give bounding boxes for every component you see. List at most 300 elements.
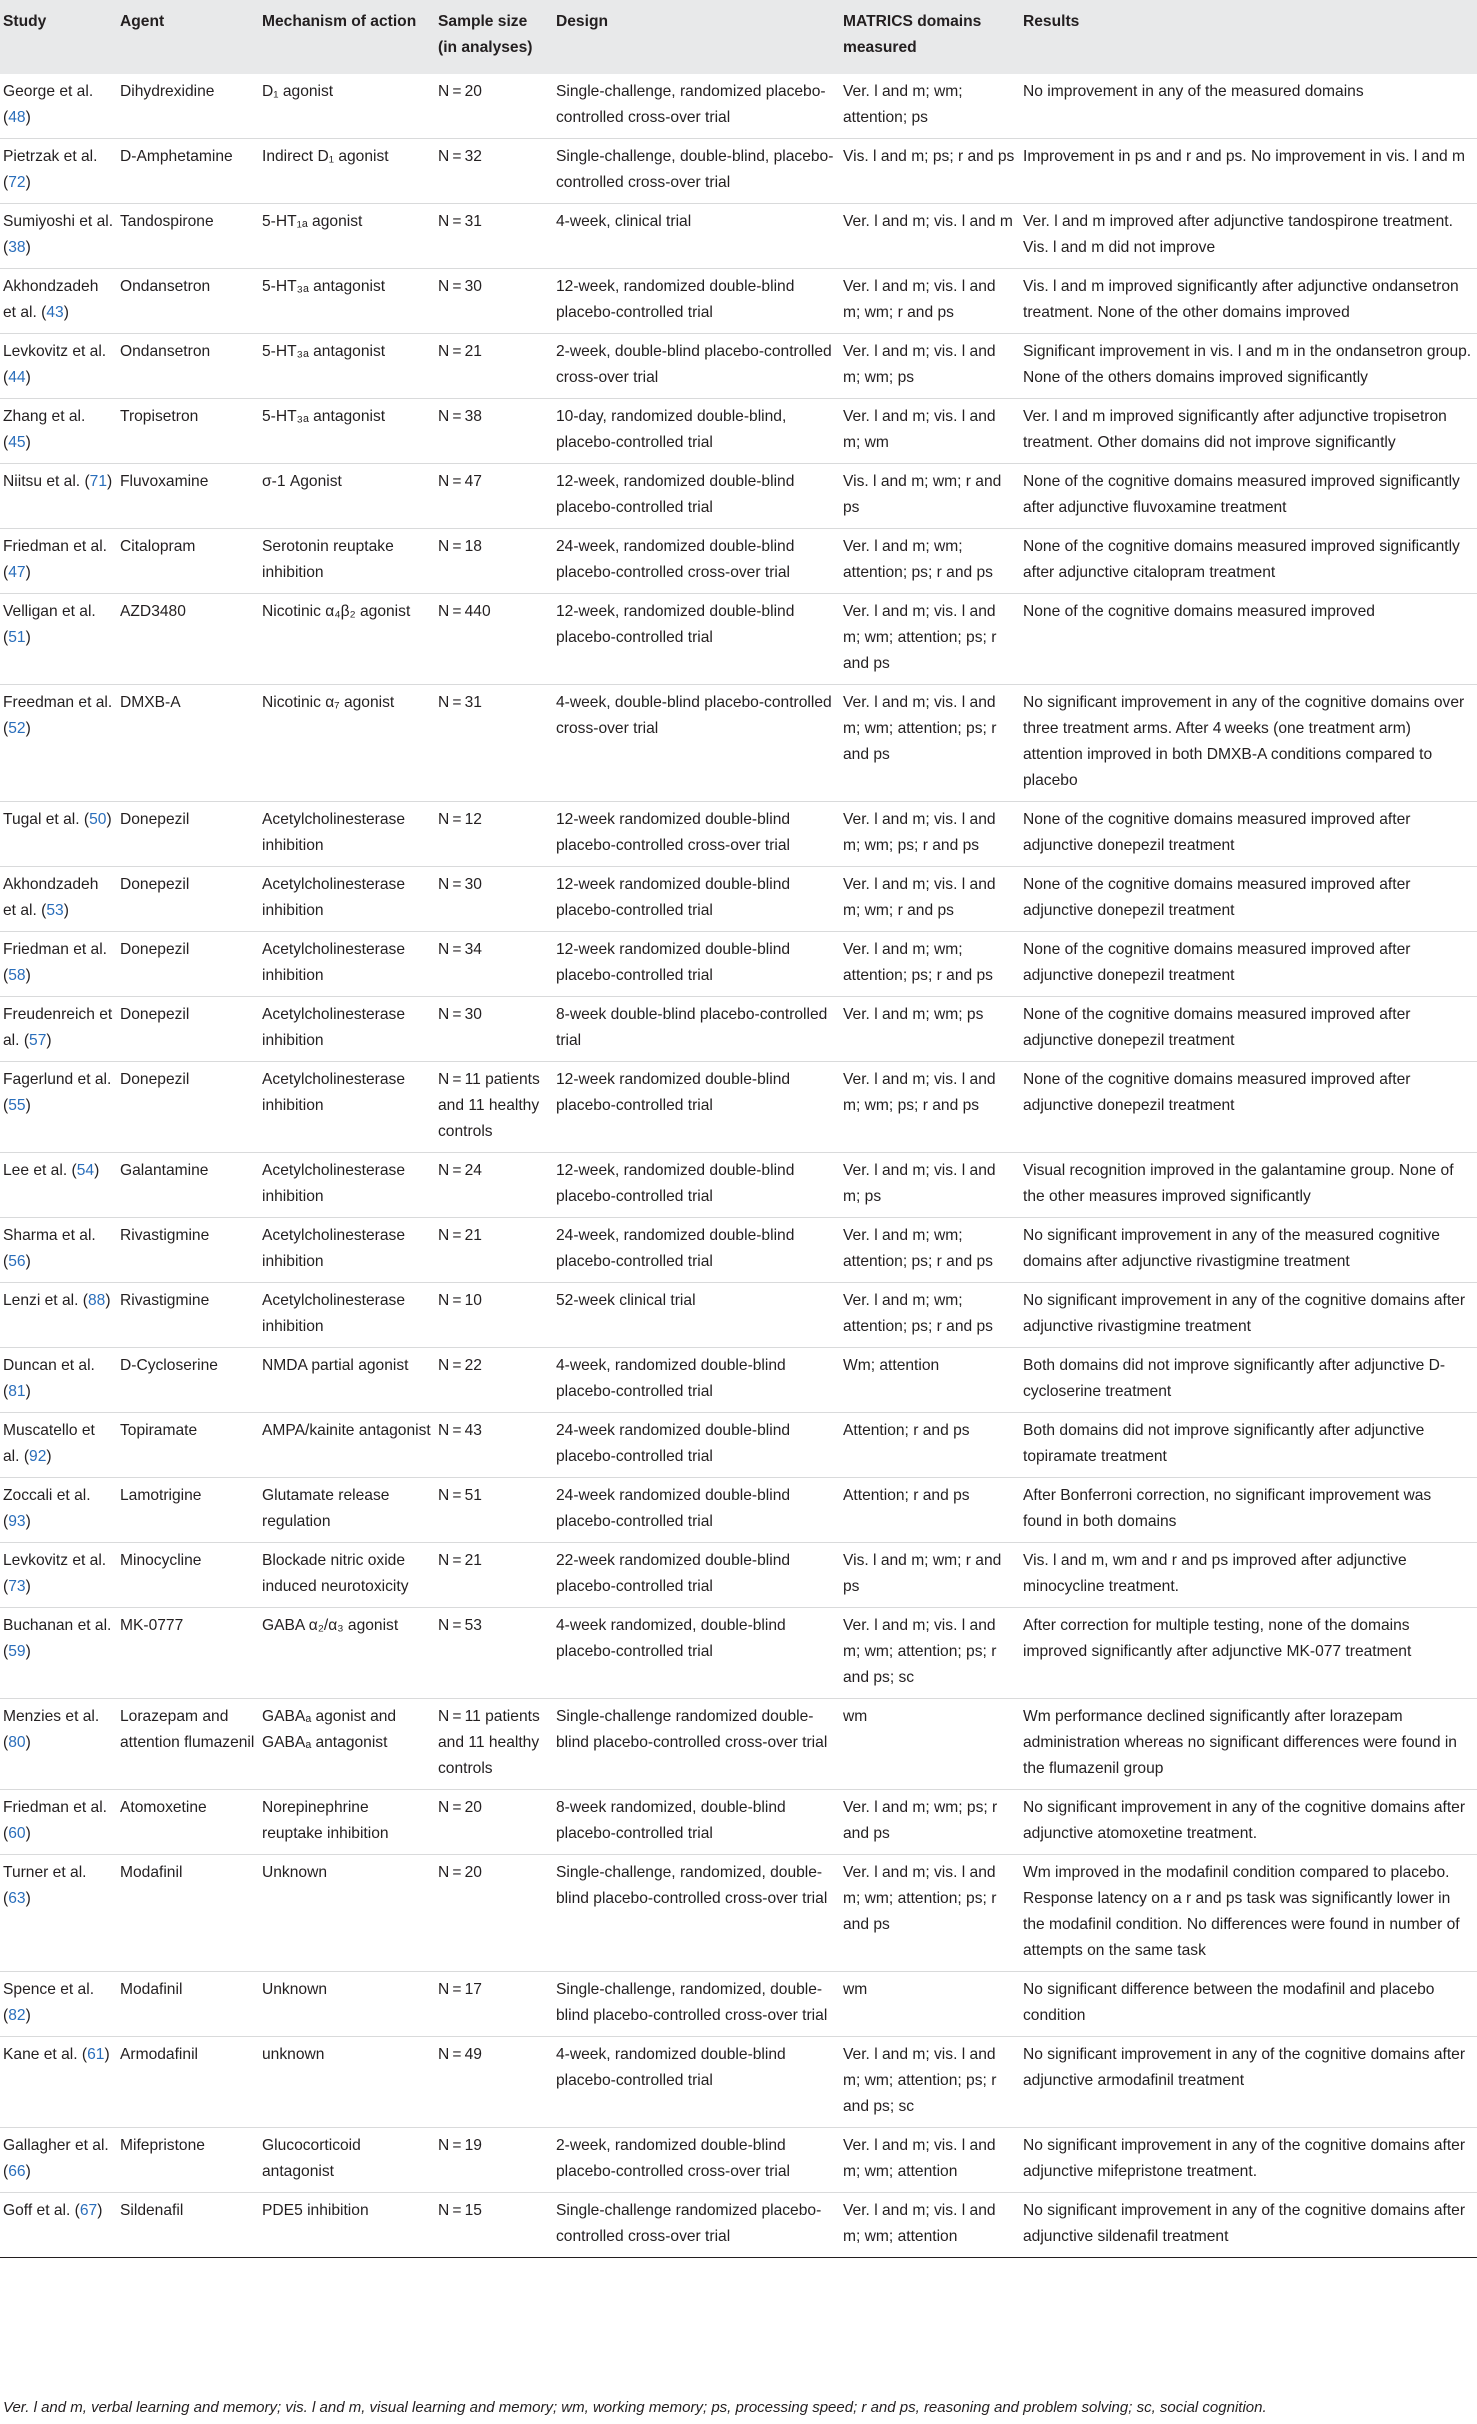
cell-sample-size: N = 15 [435,2193,553,2258]
cell-mechanism: GABAₐ agonist and GABAₐ antagonist [259,1699,435,1790]
reference-link[interactable]: 45 [8,434,26,451]
table-row [0,1218,1477,1283]
cell-study: Friedman et al. (47) [0,529,117,594]
cell-study: Lee et al. (54) [0,1153,117,1218]
study-author: Muscatello et al. [3,1422,95,1465]
cell-agent: Mifepristone [117,2128,259,2193]
cell-agent: Lorazepam and attention flumazenil [117,1699,259,1790]
study-author: Goff et al. [3,2202,71,2219]
cell-results: No significant improvement in any of the cognitive domains after adjunctive mifepristone treatment. [1020,2128,1477,2193]
cell-mechanism: 5-HT₁ₐ agonist [259,204,435,269]
reference-link[interactable]: 60 [8,1825,26,1842]
cell-design: 4-week, randomized double-blind placebo-controlled trial [553,2037,840,2128]
cell-results: No significant improvement in any of the cognitive domains after adjunctive rivastigmine treatment [1020,1283,1477,1348]
table-row [0,399,1477,464]
cell-results: None of the cognitive domains measured improved after adjunctive donepezil treatment [1020,802,1477,867]
cell-domains: Ver. l and m; vis. l and m; wm [840,399,1020,464]
cell-agent: Tropisetron [117,399,259,464]
cell-agent: Rivastigmine [117,1283,259,1348]
table-header [0,0,1477,74]
cell-study: Sumiyoshi et al. (38) [0,204,117,269]
cell-mechanism: PDE5 inhibition [259,2193,435,2258]
cell-design: 12-week randomized double-blind placebo-controlled trial [553,932,840,997]
study-author: Freedman et al. [3,694,113,711]
table-row [0,1348,1477,1413]
cell-design: Single-challenge randomized double-blind placebo-controlled cross-over trial [553,1699,840,1790]
cell-design: 24-week randomized double-blind placebo-controlled trial [553,1478,840,1543]
cell-results: No significant improvement in any of the cognitive domains over three treatment arms. After 4 weeks (one treatment arm) attention improved in both DMXB-A conditions compared to placebo [1020,685,1477,802]
cell-design: Single-challenge, double-blind, placebo-controlled cross-over trial [553,139,840,204]
reference-link[interactable]: 56 [8,1253,26,1270]
study-author: Sharma et al. [3,1227,96,1244]
cell-sample-size: N = 31 [435,685,553,802]
cell-design: 10-day, randomized double-blind, placebo-controlled trial [553,399,840,464]
study-author: Akhondzadeh et al. [3,278,99,321]
cell-domains: Vis. l and m; wm; r and ps [840,1543,1020,1608]
cell-agent: Dihydrexidine [117,74,259,139]
reference-link[interactable]: 57 [29,1032,47,1049]
cell-mechanism: Indirect D₁ agonist [259,139,435,204]
cell-results: Both domains did not improve significantly after adjunctive D-cycloserine treatment [1020,1348,1477,1413]
reference-link[interactable]: 81 [8,1383,26,1400]
cell-study: Spence et al. (82) [0,1972,117,2037]
cell-design: 12-week randomized double-blind placebo-controlled trial [553,867,840,932]
study-author: Lenzi et al. [3,1292,79,1309]
cell-mechanism: Unknown [259,1855,435,1972]
cell-design: 24-week, randomized double-blind placebo-controlled cross-over trial [553,529,840,594]
study-author: Akhondzadeh et al. [3,876,99,919]
header-study: Study [3,13,47,30]
cell-study: Sharma et al. (56) [0,1218,117,1283]
study-author: Duncan et al. [3,1357,95,1374]
header-row [0,0,1477,74]
cell-study: Friedman et al. (58) [0,932,117,997]
cell-mechanism: unknown [259,2037,435,2128]
reference-link[interactable]: 47 [8,564,26,581]
cell-sample-size: N = 18 [435,529,553,594]
cell-sample-size: N = 32 [435,139,553,204]
cell-agent: Fluvoxamine [117,464,259,529]
reference-link[interactable]: 58 [8,967,26,984]
cell-design: 12-week, randomized double-blind placebo-controlled trial [553,594,840,685]
cell-results: Significant improvement in vis. l and m in the ondansetron group. None of the others domains improved significantly [1020,334,1477,399]
cell-study: Zoccali et al. (93) [0,1478,117,1543]
study-author: Pietrzak et al. [3,148,98,165]
cell-study: Akhondzadeh et al. (53) [0,867,117,932]
reference-link[interactable]: 63 [8,1890,26,1907]
cell-sample-size: N = 49 [435,2037,553,2128]
cell-study: Lenzi et al. (88) [0,1283,117,1348]
table-row [0,685,1477,802]
table-row [0,269,1477,334]
cell-domains: Ver. l and m; wm; attention; ps; r and ps [840,932,1020,997]
cell-agent: DMXB-A [117,685,259,802]
cell-domains: Ver. l and m; vis. l and m; wm; attention; ps; r and ps [840,1855,1020,1972]
cell-design: 12-week, randomized double-blind placebo-controlled trial [553,464,840,529]
cell-sample-size: N = 30 [435,867,553,932]
cell-domains: Ver. l and m; vis. l and m [840,204,1020,269]
cell-mechanism: Acetylcholinesterase inhibition [259,867,435,932]
cell-results: Ver. l and m improved significantly after adjunctive tropisetron treatment. Other domains did not improve significantly [1020,399,1477,464]
cell-results: Ver. l and m improved after adjunctive tandospirone treatment. Vis. l and m did not improve [1020,204,1477,269]
cell-mechanism: Acetylcholinesterase inhibition [259,1062,435,1153]
cell-domains: Ver. l and m; vis. l and m; wm; ps; r and ps [840,1062,1020,1153]
cell-results: None of the cognitive domains measured improved after adjunctive donepezil treatment [1020,1062,1477,1153]
table-row [0,2193,1477,2258]
reference-link[interactable]: 59 [8,1643,26,1660]
cell-agent: Donepezil [117,997,259,1062]
table-row [0,139,1477,204]
cell-design: 4-week, randomized double-blind placebo-controlled trial [553,1348,840,1413]
cell-agent: Lamotrigine [117,1478,259,1543]
cell-domains: Ver. l and m; vis. l and m; wm; attention; ps; r and ps [840,685,1020,802]
cell-design: 24-week randomized double-blind placebo-controlled trial [553,1413,840,1478]
cell-design: Single-challenge, randomized, double-blind placebo-controlled cross-over trial [553,1855,840,1972]
cell-sample-size: N = 53 [435,1608,553,1699]
table-row [0,74,1477,139]
cell-results: No improvement in any of the measured domains [1020,74,1477,139]
reference-link[interactable]: 52 [8,720,26,737]
header-sample-size: Sample size (in analyses) [438,13,533,56]
reference-link[interactable]: 66 [8,2163,26,2180]
cell-agent: Ondansetron [117,334,259,399]
table-row [0,1608,1477,1699]
cell-study: Tugal et al. (50) [0,802,117,867]
cell-agent: Modafinil [117,1972,259,2037]
cell-sample-size: N = 24 [435,1153,553,1218]
study-author: Friedman et al. [3,1799,108,1816]
cell-agent: Ondansetron [117,269,259,334]
cell-results: After Bonferroni correction, no significant improvement was found in both domains [1020,1478,1477,1543]
table-row [0,1855,1477,1972]
cell-sample-size: N = 31 [435,204,553,269]
cell-agent: Donepezil [117,802,259,867]
cell-study: Turner et al. (63) [0,1855,117,1972]
study-author: Levkovitz et al. [3,1552,107,1569]
cell-domains: Ver. l and m; wm; attention; ps [840,74,1020,139]
cell-results: None of the cognitive domains measured improved after adjunctive donepezil treatment [1020,997,1477,1062]
cell-design: 4-week, clinical trial [553,204,840,269]
cell-domains: Ver. l and m; wm; attention; ps; r and ps [840,1218,1020,1283]
table-row [0,1972,1477,2037]
cell-design: 12-week randomized double-blind placebo-controlled trial [553,1062,840,1153]
header-domains: MATRICS domains measured [843,13,982,56]
cell-study: Freedman et al. (52) [0,685,117,802]
cell-sample-size: N = 43 [435,1413,553,1478]
header-results: Results [1023,13,1080,30]
cell-domains: Ver. l and m; vis. l and m; wm; ps [840,334,1020,399]
cell-design: 22-week randomized double-blind placebo-controlled trial [553,1543,840,1608]
cell-study: Zhang et al. (45) [0,399,117,464]
table-row [0,334,1477,399]
table-row [0,1699,1477,1790]
table-row [0,997,1477,1062]
cell-domains: Ver. l and m; vis. l and m; wm; attention [840,2128,1020,2193]
cell-study: Levkovitz et al. (44) [0,334,117,399]
study-author: Menzies et al. [3,1708,100,1725]
cell-mechanism: Acetylcholinesterase inhibition [259,802,435,867]
cell-design: 12-week, randomized double-blind placebo-controlled trial [553,269,840,334]
reference-link[interactable]: 48 [8,109,26,126]
cell-domains: Vis. l and m; wm; r and ps [840,464,1020,529]
cell-agent: Armodafinil [117,2037,259,2128]
table-row [0,1413,1477,1478]
study-author: George et al. [3,83,94,100]
cell-mechanism: Unknown [259,1972,435,2037]
cell-study: George et al. (48) [0,74,117,139]
cell-sample-size: N = 51 [435,1478,553,1543]
cell-sample-size: N = 34 [435,932,553,997]
table-row [0,1790,1477,1855]
cell-results: After correction for multiple testing, none of the domains improved significantly after adjunctive MK-077 treatment [1020,1608,1477,1699]
cell-sample-size: N = 12 [435,802,553,867]
cell-study: Friedman et al. (60) [0,1790,117,1855]
cell-agent: Rivastigmine [117,1218,259,1283]
cell-mechanism: Acetylcholinesterase inhibition [259,1153,435,1218]
cell-agent: Tandospirone [117,204,259,269]
cell-agent: Citalopram [117,529,259,594]
cell-results: Wm performance declined significantly after lorazepam administration whereas no significant differences were found in the flumazenil group [1020,1699,1477,1790]
study-author: Sumiyoshi et al. [3,213,114,230]
cell-design: 12-week, randomized double-blind placebo-controlled trial [553,1153,840,1218]
cell-agent: Modafinil [117,1855,259,1972]
cell-results: Visual recognition improved in the galantamine group. None of the other measures improved significantly [1020,1153,1477,1218]
study-author: Zoccali et al. [3,1487,91,1504]
cell-domains: Ver. l and m; vis. l and m; wm; attention; ps; r and ps [840,594,1020,685]
reference-link[interactable]: 88 [87,1292,106,1309]
table-footnote: Ver. l and m, verbal learning and memory; vis. l and m, visual learning and memory; wm, working memory; ps, processing speed; r and ps, reasoning and problem solving; sc, social cognition. [3,2399,1267,2416]
cell-domains: Attention; r and ps [840,1478,1020,1543]
cell-mechanism: 5-HT₃ₐ antagonist [259,269,435,334]
cell-design: 4-week, double-blind placebo-controlled cross-over trial [553,685,840,802]
cell-mechanism: 5-HT₃ₐ antagonist [259,399,435,464]
cell-design: 8-week randomized, double-blind placebo-controlled trial [553,1790,840,1855]
cell-sample-size: N = 17 [435,1972,553,2037]
cell-domains: wm [840,1972,1020,2037]
cell-sample-size: N = 22 [435,1348,553,1413]
cell-agent: D-Amphetamine [117,139,259,204]
cell-sample-size: N = 47 [435,464,553,529]
reference-link[interactable]: 73 [8,1578,26,1595]
cell-mechanism: Norepinephrine reuptake inhibition [259,1790,435,1855]
cell-design: 52-week clinical trial [553,1283,840,1348]
cell-agent: Donepezil [117,1062,259,1153]
study-author: Niitsu et al. [3,473,81,490]
cell-agent: Atomoxetine [117,1790,259,1855]
header-design: Design [556,13,608,30]
table-row [0,1283,1477,1348]
reference-link[interactable]: 92 [29,1448,47,1465]
cell-sample-size: N = 11 patients and 11 healthy controls [435,1062,553,1153]
study-author: Tugal et al. [3,811,80,828]
cell-design: 2-week, randomized double-blind placebo-controlled cross-over trial [553,2128,840,2193]
table-row [0,2128,1477,2193]
cell-results: None of the cognitive domains measured improved significantly after adjunctive citalopram treatment [1020,529,1477,594]
cell-domains: Ver. l and m; vis. l and m; wm; ps; r and ps [840,802,1020,867]
cell-design: Single-challenge randomized placebo-controlled cross-over trial [553,2193,840,2258]
header-agent: Agent [120,13,165,30]
cell-domains: Ver. l and m; vis. l and m; wm; attention; ps; r and ps; sc [840,2037,1020,2128]
table-row [0,204,1477,269]
cell-domains: Ver. l and m; wm; ps; r and ps [840,1790,1020,1855]
cell-mechanism: σ-1 Agonist [259,464,435,529]
study-author: Velligan et al. [3,603,96,620]
cell-agent: Galantamine [117,1153,259,1218]
reference-link[interactable]: 82 [8,2007,26,2024]
cell-agent: AZD3480 [117,594,259,685]
table-row [0,594,1477,685]
table-row [0,932,1477,997]
cell-mechanism: Acetylcholinesterase inhibition [259,997,435,1062]
cell-domains: Ver. l and m; vis. l and m; wm; r and ps [840,867,1020,932]
table-row [0,1478,1477,1543]
cell-study: Velligan et al. (51) [0,594,117,685]
cell-results: None of the cognitive domains measured improved after adjunctive donepezil treatment [1020,867,1477,932]
cell-study: Levkovitz et al. (73) [0,1543,117,1608]
study-author: Turner et al. [3,1864,87,1881]
cell-sample-size: N = 11 patients and 11 healthy controls [435,1699,553,1790]
cell-domains: Ver. l and m; wm; ps [840,997,1020,1062]
cell-results: Wm improved in the modafinil condition compared to placebo. Response latency on a r and ps task was significantly lower in the modafinil condition. No differences were found in number of attempts on the same task [1020,1855,1477,1972]
study-author: Kane et al. [3,2046,78,2063]
cell-study: Muscatello et al. (92) [0,1413,117,1478]
cell-mechanism: Glucocorticoid antagonist [259,2128,435,2193]
cell-results: No significant improvement in any of the measured cognitive domains after adjunctive rivastigmine treatment [1020,1218,1477,1283]
cell-results: No significant difference between the modafinil and placebo condition [1020,1972,1477,2037]
cell-mechanism: NMDA partial agonist [259,1348,435,1413]
cell-domains: Ver. l and m; vis. l and m; ps [840,1153,1020,1218]
cell-design: 2-week, double-blind placebo-controlled cross-over trial [553,334,840,399]
cell-domains: Wm; attention [840,1348,1020,1413]
cell-sample-size: N = 30 [435,997,553,1062]
cell-study: Pietrzak et al. (72) [0,139,117,204]
cell-results: Improvement in ps and r and ps. No improvement in vis. l and m [1020,139,1477,204]
cell-domains: Ver. l and m; vis. l and m; wm; attention [840,2193,1020,2258]
cell-mechanism: D₁ agonist [259,74,435,139]
cell-study: Freudenreich et al. (57) [0,997,117,1062]
cell-mechanism: Glutamate release regulation [259,1478,435,1543]
cell-results: None of the cognitive domains measured improved after adjunctive donepezil treatment [1020,932,1477,997]
cell-results: No significant improvement in any of the cognitive domains after adjunctive armodafinil treatment [1020,2037,1477,2128]
cell-sample-size: N = 30 [435,269,553,334]
cell-agent: Donepezil [117,932,259,997]
cell-study: Gallagher et al. (66) [0,2128,117,2193]
cell-domains: Attention; r and ps [840,1413,1020,1478]
reference-link[interactable]: 61 [87,2046,105,2063]
cell-results: None of the cognitive domains measured improved [1020,594,1477,685]
cell-domains: wm [840,1699,1020,1790]
cell-mechanism: Acetylcholinesterase inhibition [259,1218,435,1283]
reference-link[interactable]: 72 [8,174,26,191]
cell-mechanism: Blockade nitric oxide induced neurotoxicity [259,1543,435,1608]
cell-domains: Ver. l and m; vis. l and m; wm; r and ps [840,269,1020,334]
reference-link[interactable]: 93 [8,1513,26,1530]
cell-results: Vis. l and m improved significantly after adjunctive ondansetron treatment. None of the other domains improved [1020,269,1477,334]
reference-link[interactable]: 54 [76,1162,95,1179]
reference-link[interactable]: 71 [89,473,108,490]
cell-sample-size: N = 21 [435,1218,553,1283]
cell-results: Vis. l and m, wm and r and ps improved after adjunctive minocycline treatment. [1020,1543,1477,1608]
cell-mechanism: Serotonin reuptake inhibition [259,529,435,594]
reference-link[interactable]: 50 [89,811,107,828]
cell-sample-size: N = 440 [435,594,553,685]
cell-sample-size: N = 21 [435,1543,553,1608]
cell-design: 24-week, randomized double-blind placebo-controlled trial [553,1218,840,1283]
reference-link[interactable]: 38 [8,239,26,256]
table-row [0,1062,1477,1153]
reference-link[interactable]: 67 [79,2202,98,2219]
cell-study: Duncan et al. (81) [0,1348,117,1413]
reference-link[interactable]: 51 [8,629,26,646]
cell-results: Both domains did not improve significantly after adjunctive topiramate treatment [1020,1413,1477,1478]
cell-sample-size: N = 20 [435,1790,553,1855]
study-author: Freudenreich et al. [3,1006,113,1049]
study-author: Levkovitz et al. [3,343,107,360]
cell-results: No significant improvement in any of the cognitive domains after adjunctive atomoxetine treatment. [1020,1790,1477,1855]
table-row [0,1543,1477,1608]
cell-agent: D-Cycloserine [117,1348,259,1413]
cell-design: Single-challenge, randomized, double-blind placebo-controlled cross-over trial [553,1972,840,2037]
table-row [0,529,1477,594]
table-row [0,464,1477,529]
cell-design: 12-week randomized double-blind placebo-controlled cross-over trial [553,802,840,867]
reference-link[interactable]: 43 [46,304,64,321]
cell-mechanism: Nicotinic α₇ agonist [259,685,435,802]
cell-domains: Ver. l and m; wm; attention; ps; r and ps [840,1283,1020,1348]
study-author: Friedman et al. [3,538,108,555]
cell-results: No significant improvement in any of the cognitive domains after adjunctive sildenafil treatment [1020,2193,1477,2258]
header-mechanism: Mechanism of action [262,13,417,30]
cell-mechanism: Acetylcholinesterase inhibition [259,932,435,997]
cell-agent: MK-0777 [117,1608,259,1699]
cell-study: Menzies et al. (80) [0,1699,117,1790]
cell-sample-size: N = 21 [435,334,553,399]
cell-agent: Minocycline [117,1543,259,1608]
cell-design: Single-challenge, randomized placebo-controlled cross-over trial [553,74,840,139]
study-author: Friedman et al. [3,941,108,958]
cell-study: Akhondzadeh et al. (43) [0,269,117,334]
cell-study: Buchanan et al. (59) [0,1608,117,1699]
table-row [0,802,1477,867]
cell-study: Fagerlund et al. (55) [0,1062,117,1153]
study-author: Lee et al. [3,1162,68,1179]
cell-study: Niitsu et al. (71) [0,464,117,529]
cell-results: None of the cognitive domains measured improved significantly after adjunctive fluvoxamine treatment [1020,464,1477,529]
cell-sample-size: N = 10 [435,1283,553,1348]
cell-mechanism: Acetylcholinesterase inhibition [259,1283,435,1348]
cell-mechanism: Nicotinic α₄β₂ agonist [259,594,435,685]
cell-mechanism: GABA α₂/α₃ agonist [259,1608,435,1699]
cell-agent: Topiramate [117,1413,259,1478]
cell-design: 8-week double-blind placebo-controlled trial [553,997,840,1062]
cell-design: 4-week randomized, double-blind placebo-controlled trial [553,1608,840,1699]
table-row [0,867,1477,932]
study-author: Buchanan et al. [3,1617,112,1634]
cell-mechanism: 5-HT₃ₐ antagonist [259,334,435,399]
cell-agent: Sildenafil [117,2193,259,2258]
study-author: Gallagher et al. [3,2137,109,2154]
table-body [0,74,1477,2258]
reference-link[interactable]: 80 [8,1734,26,1751]
cell-sample-size: N = 19 [435,2128,553,2193]
table-row [0,1153,1477,1218]
cell-study: Kane et al. (61) [0,2037,117,2128]
cell-sample-size: N = 38 [435,399,553,464]
cell-agent: Donepezil [117,867,259,932]
reference-link[interactable]: 55 [8,1097,26,1114]
reference-link[interactable]: 53 [46,902,64,919]
reference-link[interactable]: 44 [8,369,26,386]
